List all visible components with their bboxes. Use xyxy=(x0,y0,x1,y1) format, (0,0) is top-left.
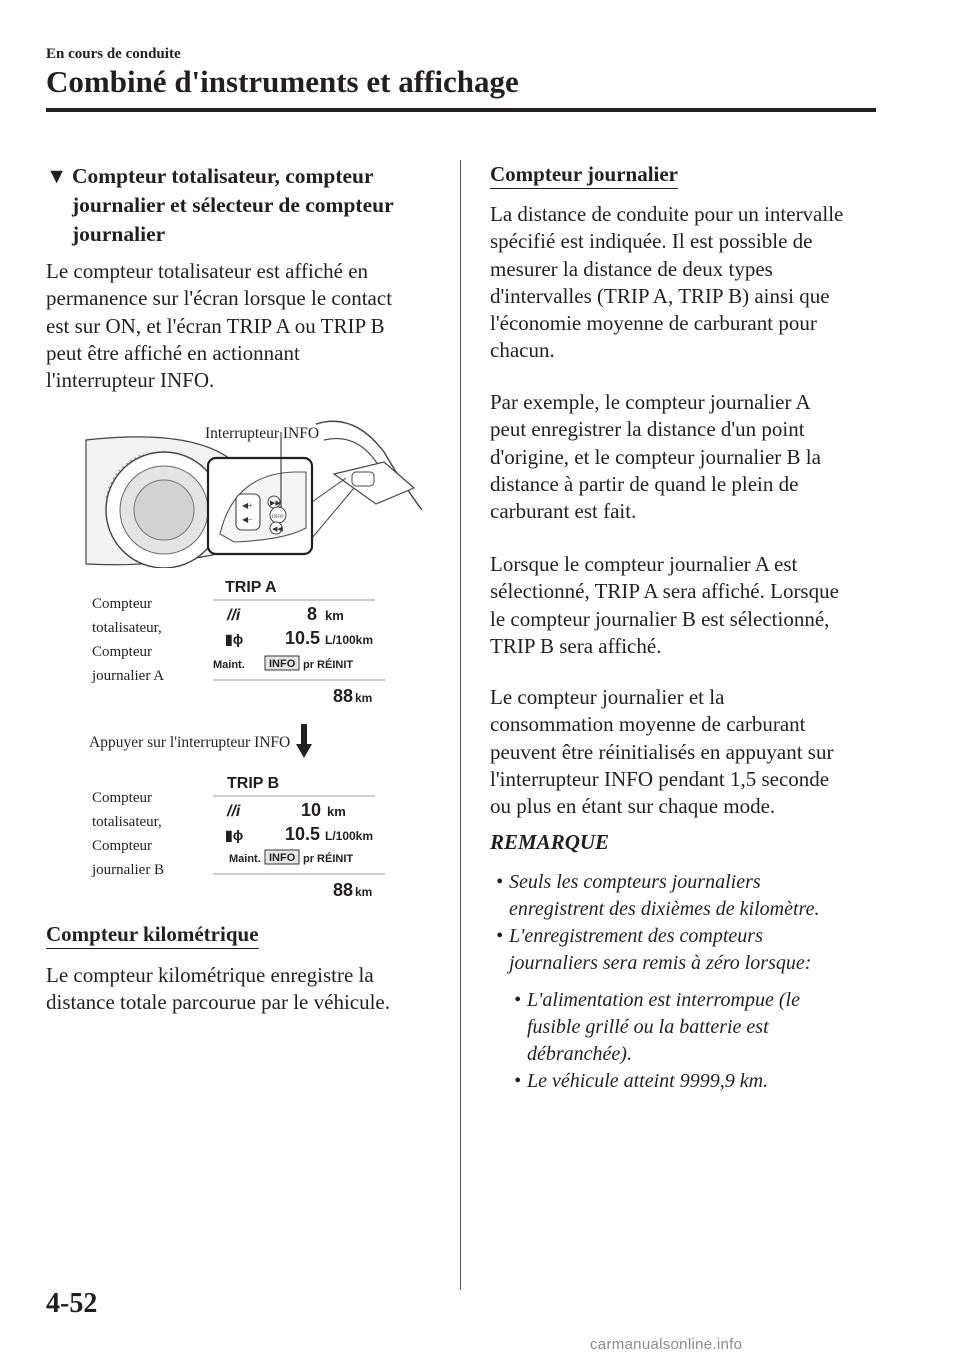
reset-label: pr RÉINIT xyxy=(303,659,354,671)
text-line: l'économie moyenne de carburant pour xyxy=(490,311,817,336)
text-line: peut être affiché en actionnant xyxy=(46,340,300,365)
trip-b-display xyxy=(205,766,405,908)
bullet-icon: • xyxy=(496,925,504,947)
svg-text:◀◀: ◀◀ xyxy=(272,525,283,533)
text-line: spécifié est indiquée. Il est possible de xyxy=(490,229,813,254)
text-line: d'intervalles (TRIP A, TRIP B) ainsi que xyxy=(490,283,830,308)
info-box: INFO xyxy=(269,852,296,864)
heading-line: journalier xyxy=(72,222,166,246)
text-line: L'enregistrement des compteurs xyxy=(509,925,763,947)
caption-line: journalier A xyxy=(92,668,165,684)
distance-unit: km xyxy=(325,608,344,623)
caption-line: totalisateur, xyxy=(92,814,162,830)
economy-unit: L/100km xyxy=(325,829,374,843)
bullet-icon: • xyxy=(514,1070,522,1092)
text-line: Par exemple, le compteur journalier A xyxy=(490,390,811,414)
economy-unit: L/100km xyxy=(325,633,374,647)
text-line: Le compteur journalier et la xyxy=(490,685,725,709)
text-line: l'interrupteur INFO. xyxy=(46,368,215,393)
text-line: chacun. xyxy=(490,338,555,363)
text-line: d'origine, et le compteur journalier B la xyxy=(490,444,821,469)
text-line: l'interrupteur INFO pendant 1,5 seconde xyxy=(490,766,830,791)
info-switch-label: Interrupteur INFO xyxy=(205,425,320,442)
odometer-section-heading xyxy=(46,162,426,249)
heading-line: Compteur totalisateur, compteur xyxy=(72,164,374,188)
odometer-unit: km xyxy=(355,885,373,899)
maint-label: Maint. xyxy=(213,659,245,671)
text-line: enregistrent des dixièmes de kilomètre. xyxy=(509,898,820,920)
reset-label: pr RÉINIT xyxy=(303,853,354,865)
text-line: Le compteur kilométrique enregistre la xyxy=(46,963,374,987)
text-line: carburant est fait. xyxy=(490,499,637,524)
down-arrow-icon xyxy=(296,724,312,760)
header-rule xyxy=(46,108,876,112)
trip-a-caption xyxy=(92,592,164,688)
text-line: sélectionné, TRIP A sera affiché. Lorsque xyxy=(490,579,839,604)
triangle-marker-icon: ▼ xyxy=(46,164,68,188)
note-title: REMARQUE xyxy=(490,830,610,854)
svg-text:◀−: ◀− xyxy=(242,515,253,524)
caption-line: Compteur xyxy=(92,790,152,806)
text-line: consommation moyenne de carburant xyxy=(490,712,806,737)
column-divider xyxy=(460,160,461,1290)
caption-line: totalisateur, xyxy=(92,620,162,636)
caption-line: journalier B xyxy=(92,862,165,878)
section-label: En cours de conduite xyxy=(46,46,181,62)
text-line: mesurer la distance de deux types xyxy=(490,256,773,281)
text-line: permanence sur l'écran lorsque le contact xyxy=(46,286,393,311)
distance-unit: km xyxy=(327,804,346,819)
svg-text:▶▶: ▶▶ xyxy=(270,499,281,507)
text-line: distance totale parcourue par le véhicule. xyxy=(46,990,390,1015)
text-line: Le véhicule atteint 9999,9 km. xyxy=(527,1070,769,1092)
fuel-economy: 10.5 xyxy=(285,628,321,648)
text-line: journaliers sera remis à zéro lorsque: xyxy=(509,952,812,974)
text-line: Lorsque le compteur journalier A est xyxy=(490,552,798,576)
info-button-label: INFO xyxy=(272,515,284,520)
paragraph-selection xyxy=(490,551,839,660)
note-subitem xyxy=(514,987,874,1068)
trip-distance: 10 xyxy=(301,800,322,820)
chapter-title: Combiné d'instruments et affichage xyxy=(46,64,519,99)
fuel-economy: 10.5 xyxy=(285,824,321,844)
bullet-icon: • xyxy=(514,989,522,1011)
paragraph-example xyxy=(490,389,821,525)
note-subitem xyxy=(514,1068,874,1095)
trip-label: TRIP B xyxy=(227,775,280,792)
trip-label: TRIP A xyxy=(225,579,277,596)
odometer-heading: Compteur kilométrique xyxy=(46,922,259,949)
caption-line: Compteur xyxy=(92,596,152,612)
note-item xyxy=(496,923,876,977)
trip-heading-wrap xyxy=(490,162,678,189)
trip-meter-heading: Compteur journalier xyxy=(490,162,678,189)
heading-line: journalier et sélecteur de compteur xyxy=(72,193,394,217)
text-line: TRIP B sera affiché. xyxy=(490,633,662,658)
text-line: ou plus en étant sur chaque mode. xyxy=(490,794,776,819)
odometer-unit: km xyxy=(355,691,373,705)
page-number: 4-52 xyxy=(46,1288,98,1319)
text-line: fusible grillé ou la batterie est xyxy=(527,1016,769,1038)
text-line: débranchée). xyxy=(527,1043,632,1065)
odometer-heading-wrap xyxy=(46,922,259,949)
text-line: Seuls les compteurs journaliers xyxy=(509,871,761,893)
trip-a-display xyxy=(205,570,405,712)
trip-distance: 8 xyxy=(307,604,318,624)
text-line: est sur ON, et l'écran TRIP A ou TRIP B xyxy=(46,313,385,338)
maint-label: Maint. xyxy=(229,853,261,865)
svg-text:◀+: ◀+ xyxy=(242,501,253,510)
text-line: distance à partir de quand le plein de xyxy=(490,471,799,496)
odometer-value: 88 xyxy=(333,880,354,900)
svg-text://i: //i xyxy=(227,803,241,820)
caption-line: Compteur xyxy=(92,644,152,660)
note-item xyxy=(496,869,876,923)
svg-text:▮ɸ: ▮ɸ xyxy=(225,827,244,843)
svg-text:▮ɸ: ▮ɸ xyxy=(225,631,244,647)
watermark: carmanualsonline.info xyxy=(590,1336,743,1353)
text-line: peut enregistrer la distance d'un point xyxy=(490,417,805,442)
bullet-icon: • xyxy=(496,871,504,893)
intro-paragraph xyxy=(46,258,392,394)
odometer-value: 88 xyxy=(333,686,354,706)
press-info-instruction: Appuyer sur l'interrupteur INFO xyxy=(89,734,291,751)
text-line: L'alimentation est interrompue (le xyxy=(527,989,800,1011)
text-line: le compteur journalier B est sélectionné, xyxy=(490,606,830,631)
odometer-paragraph xyxy=(46,962,390,1017)
svg-text://i: //i xyxy=(227,607,241,624)
paragraph-intervals xyxy=(490,201,843,365)
text-line: peuvent être réinitialisés en appuyant sur xyxy=(490,739,834,764)
text-line: La distance de conduite pour un intervalle xyxy=(490,202,844,226)
paragraph-reset xyxy=(490,684,833,820)
text-line: Le compteur totalisateur est affiché en xyxy=(46,259,369,283)
trip-b-caption xyxy=(92,786,164,882)
caption-line: Compteur xyxy=(92,838,152,854)
info-box: INFO xyxy=(269,658,296,670)
